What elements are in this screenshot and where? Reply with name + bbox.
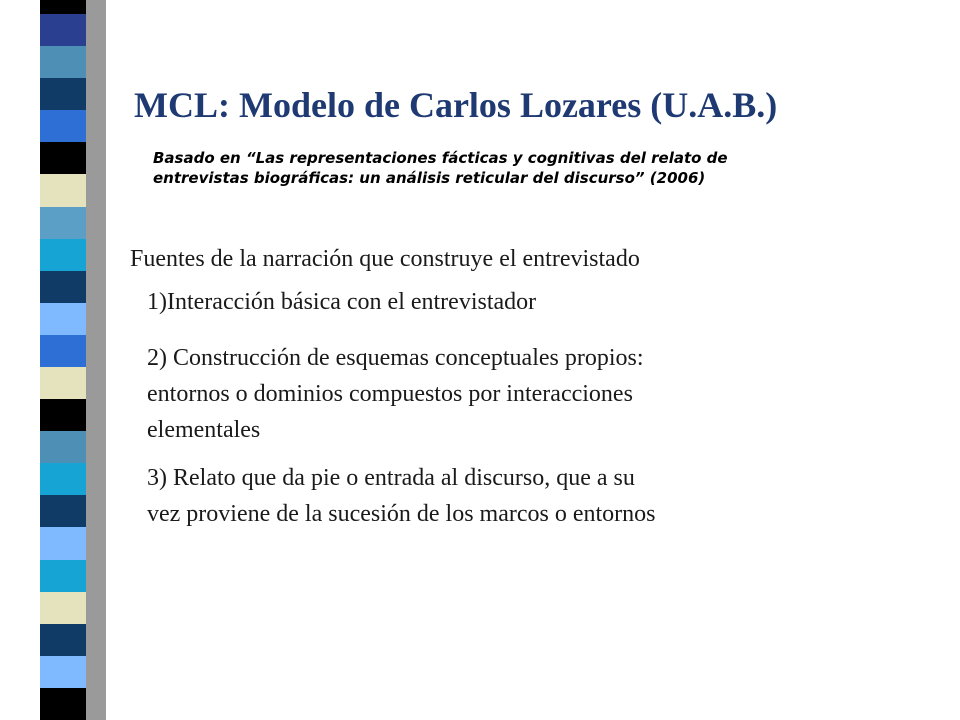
stripe-segment [40,527,86,560]
stripe-segment [40,335,86,368]
list-item-line: entornos o dominios compuestos por interacciones [147,381,633,407]
subtitle-line: Basado en “Las representaciones fácticas y cognitivas del relato de [153,149,728,167]
stripe-segment [40,656,86,689]
stripe-segment [40,303,86,336]
stripe-segment [40,46,86,79]
stripe-segment [40,239,86,272]
stripe-segment [40,271,86,304]
stripe-segment [40,207,86,240]
stripe-segment [40,399,86,432]
stripe-segment [40,495,86,528]
stripe-segment [40,431,86,464]
stripe-segment [40,174,86,207]
slide-title: MCL: Modelo de Carlos Lozares (U.A.B.) [134,85,778,125]
stripe-shadow [86,0,106,720]
stripe-segment [40,560,86,593]
stripe-segment [40,78,86,111]
stripe-segment [40,110,86,143]
stripe-segment [40,688,86,720]
lead-text: Fuentes de la narración que construye el entrevistado [130,246,640,272]
stripe-segment [40,367,86,400]
stripe-segment [40,624,86,657]
stripe-segment [40,14,86,47]
list-item-line: 1)Interacción básica con el entrevistador [147,289,537,315]
list-item [147,284,847,320]
slide-subtitle [153,148,913,188]
stripe-segment [40,142,86,175]
decorative-stripe-bar [0,0,106,720]
list-item-line: 2) Construcción de esquemas conceptuales propios: [147,345,644,371]
stripe-segment [40,463,86,496]
stripe-segment [40,592,86,625]
subtitle-line: entrevistas biográficas: un análisis reticular del discurso” (2006) [153,169,706,187]
list-item-line: elementales [147,417,261,443]
list-item-line: 3) Relato que da pie o entrada al discurso, que a su [147,465,635,491]
list-item [147,340,847,448]
stripe-column [40,0,86,720]
list-item [147,460,847,532]
stripe-cap [40,0,86,14]
list-item-line: vez proviene de la sucesión de los marcos o entornos [147,501,656,527]
